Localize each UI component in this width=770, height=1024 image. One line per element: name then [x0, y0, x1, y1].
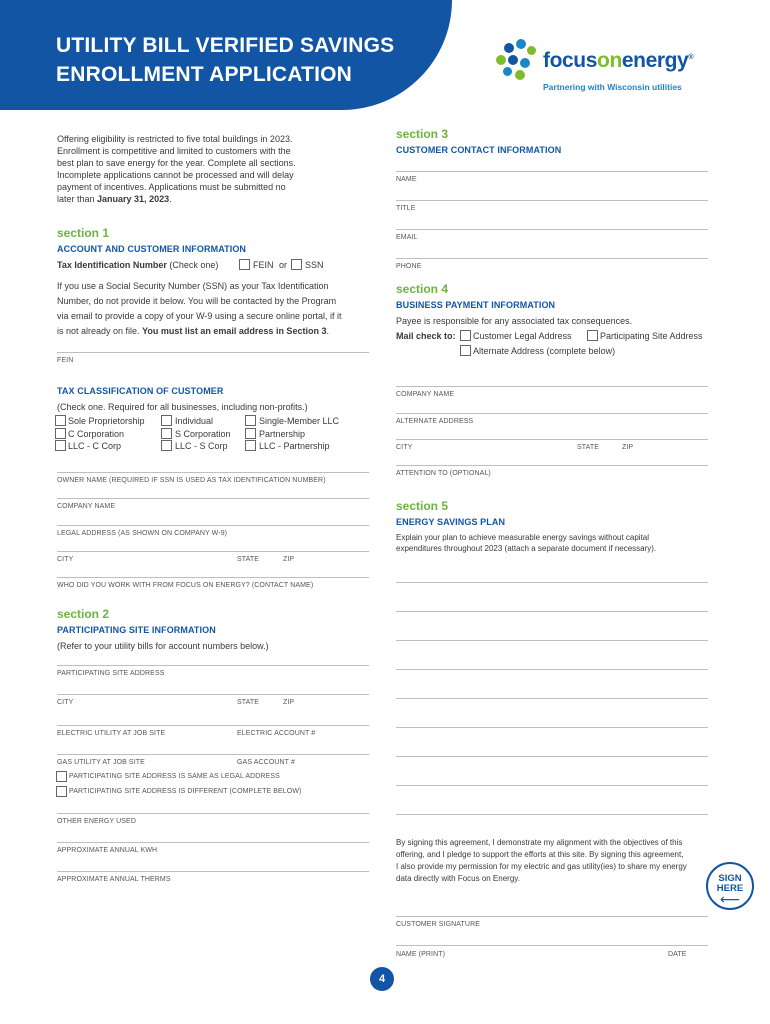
state-label: STATE [237, 556, 260, 563]
llc-partnership-checkbox[interactable] [245, 440, 256, 451]
intro-line [57, 193, 357, 205]
individual-label: Individual [175, 416, 214, 426]
section4-subheading: BUSINESS PAYMENT INFORMATION [396, 300, 556, 310]
site-city-label: CITY [57, 699, 74, 706]
other-energy-label: OTHER ENERGY USED [57, 818, 136, 825]
section3-subheading: CUSTOMER CONTACT INFORMATION [396, 145, 562, 155]
city-state-zip-input-line[interactable] [57, 551, 369, 552]
payment-company-name-line[interactable] [396, 386, 708, 387]
agreement-line: offering, and I pledge to support the efforts at this site. By signing this agreement, [396, 850, 684, 859]
plan-writing-line[interactable] [396, 669, 708, 670]
llc-s-corp-checkbox[interactable] [161, 440, 172, 451]
plan-line: expenditures throughout 2023 (attach a separate document if necessary). [396, 544, 657, 553]
individual-checkbox[interactable] [161, 415, 172, 426]
city-label: CITY [57, 556, 74, 563]
payment-zip-label: ZIP [622, 444, 634, 451]
plan-writing-line[interactable] [396, 756, 708, 757]
legal-address-input-line[interactable] [57, 525, 369, 526]
llc-s-corp-label: LLC - S Corp [175, 441, 228, 451]
payment-city-state-zip-line[interactable] [396, 439, 708, 440]
ssn-last-suffix: . [326, 326, 329, 336]
site-address-input-line[interactable] [57, 665, 369, 666]
attention-to-line[interactable] [396, 465, 708, 466]
logo-dot [515, 70, 525, 80]
contact-name-field-label: NAME [396, 176, 417, 183]
page-title [56, 31, 394, 89]
tax-id-note: (Check one) [166, 260, 219, 270]
logo-dot [503, 67, 512, 76]
intro-line: best plan to save energy for the year. Complete all sections. [57, 158, 296, 168]
electric-input-line[interactable] [57, 725, 369, 726]
ssn-line: via email to provide a copy of your W-9 using a secure online portal, if it [57, 311, 342, 321]
c-corporation-label: C Corporation [68, 429, 125, 439]
logo-word-focus: focus [543, 49, 598, 72]
gas-account-label: GAS ACCOUNT # [237, 759, 295, 766]
date-label: DATE [668, 951, 687, 958]
contact-title-field-label: TITLE [396, 205, 416, 212]
ssn-option-label: SSN [305, 260, 324, 270]
ssn-line: Number, do not provide it below. You will be contacted by the Program [57, 296, 337, 306]
intro-line: payment of incentives. Applications must be submitted no [57, 182, 286, 192]
name-print-date-line[interactable] [396, 945, 708, 946]
single-member-llc-label: Single-Member LLC [259, 416, 340, 426]
contact-phone-field-line[interactable] [396, 258, 708, 259]
llc-c-corp-checkbox[interactable] [55, 440, 66, 451]
page-title-line2: ENROLLMENT APPLICATION [56, 63, 353, 86]
different-address-checkbox[interactable] [56, 786, 67, 797]
logo-dot [520, 58, 530, 68]
customer-legal-address-checkbox[interactable] [460, 330, 471, 341]
tax-classification-heading: TAX CLASSIFICATION OF CUSTOMER [57, 386, 224, 396]
single-member-llc-checkbox[interactable] [245, 415, 256, 426]
gas-input-line[interactable] [57, 754, 369, 755]
contact-name-label: WHO DID YOU WORK WITH FROM FOCUS ON ENERGY? (CONTACT NAME) [57, 582, 314, 589]
fein-option-label: FEIN [253, 260, 274, 270]
tax-id-label-bold: Tax Identification Number [57, 260, 167, 270]
name-print-label: NAME (PRINT) [396, 951, 446, 958]
contact-email-field-line[interactable] [396, 229, 708, 230]
zip-label: ZIP [283, 556, 295, 563]
ssn-last-bold: You must list an email address in Section 3 [142, 326, 327, 336]
partnership-checkbox[interactable] [245, 428, 256, 439]
plan-line: Explain your plan to achieve measurable energy savings without capital [396, 533, 650, 542]
intro-deadline-suffix: . [169, 194, 172, 204]
customer-signature-label: CUSTOMER SIGNATURE [396, 921, 480, 928]
intro-paragraph [57, 133, 357, 205]
payee-note: Payee is responsible for any associated tax consequences. [396, 316, 633, 326]
contact-phone-field-label: PHONE [396, 263, 422, 270]
gas-utility-label: GAS UTILITY AT JOB SITE [57, 759, 145, 766]
alternate-address-option-label: Alternate Address (complete below) [473, 346, 616, 356]
intro-deadline: January 31, 2023 [97, 194, 170, 204]
tax-classification-note: (Check one. Required for all businesses, including non-profits.) [57, 402, 308, 412]
alternate-address-checkbox[interactable] [460, 345, 471, 356]
fein-input-line[interactable] [57, 352, 369, 353]
intro-line: Enrollment is competitive and limited to customers with the [57, 146, 291, 156]
section2-heading: section 2 [57, 607, 110, 621]
or-label: or [279, 260, 288, 270]
ssn-checkbox[interactable] [291, 259, 302, 270]
page-title-line1: UTILITY BILL VERIFIED SAVINGS [56, 34, 395, 57]
payment-state-label: STATE [577, 444, 600, 451]
logo-tagline: Partnering with Wisconsin utilities [543, 82, 682, 92]
payment-company-name-label: COMPANY NAME [396, 391, 455, 398]
section5-heading: section 5 [396, 499, 449, 513]
agreement-line: By signing this agreement, I demonstrate my alignment with the objectives of this [396, 838, 683, 847]
section1-subheading: ACCOUNT AND CUSTOMER INFORMATION [57, 244, 247, 254]
different-address-label: PARTICIPATING SITE ADDRESS IS DIFFERENT (COMPLETE BELOW) [69, 788, 302, 795]
logo-dot [516, 39, 526, 49]
c-corporation-checkbox[interactable] [55, 428, 66, 439]
ssn-line [57, 324, 377, 339]
contact-title-field-line[interactable] [396, 200, 708, 201]
plan-instructions [396, 532, 708, 554]
owner-name-input-line[interactable] [57, 472, 369, 473]
participating-site-address-label: Participating Site Address [600, 331, 703, 341]
company-name-label: COMPANY NAME [57, 503, 116, 510]
electric-account-label: ELECTRIC ACCOUNT # [237, 730, 316, 737]
fein-field-label: FEIN [57, 357, 74, 364]
section1-heading: section 1 [57, 226, 110, 240]
same-address-label: PARTICIPATING SITE ADDRESS IS SAME AS LEGAL ADDRESS [69, 773, 280, 780]
logo-registered-mark: ® [688, 54, 694, 61]
agreement-line: data directly with Focus on Energy. [396, 874, 520, 883]
plan-writing-line[interactable] [396, 698, 708, 699]
partnership-label: Partnership [259, 429, 306, 439]
site-zip-label: ZIP [283, 699, 295, 706]
mail-check-label [396, 330, 456, 342]
contact-name-field-line[interactable] [396, 171, 708, 172]
section2-note: (Refer to your utility bills for account numbers below.) [57, 641, 269, 651]
plan-writing-line[interactable] [396, 582, 708, 583]
contact-name-input-line[interactable] [57, 577, 369, 578]
s-corporation-checkbox[interactable] [161, 428, 172, 439]
sign-here-line1: SIGN [718, 873, 742, 884]
sign-here-line2: HERE [716, 883, 744, 894]
logo-word-on: on [597, 49, 622, 72]
intro-deadline-prefix: later than [57, 194, 98, 204]
s-corporation-label: S Corporation [175, 429, 231, 439]
company-name-input-line[interactable] [57, 498, 369, 499]
section3-heading: section 3 [396, 127, 449, 141]
section5-subheading: ENERGY SAVINGS PLAN [396, 517, 506, 527]
mail-check-label-bold: Mail check to: [396, 331, 456, 341]
logo-dot [508, 55, 518, 65]
focus-on-energy-logo [494, 38, 724, 98]
participating-site-address-checkbox[interactable] [587, 330, 598, 341]
annual-kwh-label: APPROXIMATE ANNUAL KWH [57, 847, 158, 854]
arrow-left-icon: ⟵ [719, 892, 741, 908]
customer-signature-line[interactable] [396, 916, 708, 917]
header-banner [0, 0, 452, 110]
ssn-line: If you use a Social Security Number (SSN) as your Tax Identification [57, 281, 329, 291]
attention-to-label: ATTENTION TO (OPTIONAL) [396, 470, 491, 477]
page-number-badge: 4 [370, 967, 394, 991]
contact-email-field-label: EMAIL [396, 234, 418, 241]
site-state-label: STATE [237, 699, 260, 706]
intro-line: Offering eligibility is restricted to five total buildings in 2023. [57, 134, 293, 144]
agreement-line: I also provide my permission for my electric and gas utility(ies) to share my energy [396, 862, 687, 871]
alternate-address-label: ALTERNATE ADDRESS [396, 418, 474, 425]
intro-line: Incomplete applications cannot be processed and will delay [57, 170, 294, 180]
logo-dot [504, 43, 514, 53]
site-city-state-zip-input-line[interactable] [57, 694, 369, 695]
electric-utility-label: ELECTRIC UTILITY AT JOB SITE [57, 730, 166, 737]
logo-wordmark [543, 49, 693, 73]
payment-city-label: CITY [396, 444, 413, 451]
agreement-text [396, 837, 716, 885]
logo-word-energy: energy [621, 49, 689, 72]
logo-dot [527, 46, 536, 55]
plan-writing-line[interactable] [396, 727, 708, 728]
annual-therms-input-line[interactable] [57, 871, 369, 872]
llc-c-corp-label: LLC - C Corp [68, 441, 122, 451]
logo-dot [496, 55, 506, 65]
plan-writing-line[interactable] [396, 611, 708, 612]
llc-partnership-label: LLC - Partnership [259, 441, 330, 451]
annual-kwh-input-line[interactable] [57, 842, 369, 843]
plan-writing-line[interactable] [396, 814, 708, 815]
plan-writing-line[interactable] [396, 785, 708, 786]
same-address-checkbox[interactable] [56, 771, 67, 782]
legal-address-label: LEGAL ADDRESS (AS SHOWN ON COMPANY W-9) [57, 530, 228, 537]
section4-heading: section 4 [396, 282, 449, 296]
sign-here-badge [706, 862, 754, 910]
customer-legal-address-label: Customer Legal Address [473, 331, 572, 341]
ssn-last-prefix: is not already on file. [57, 326, 143, 336]
tax-id-label [57, 259, 218, 271]
ssn-instructions [57, 279, 377, 339]
other-energy-input-line[interactable] [57, 813, 369, 814]
plan-writing-line[interactable] [396, 640, 708, 641]
annual-therms-label: APPROXIMATE ANNUAL THERMS [57, 876, 171, 883]
fein-checkbox[interactable] [239, 259, 250, 270]
alternate-address-line[interactable] [396, 413, 708, 414]
sole-proprietorship-label: Sole Proprietorship [68, 416, 145, 426]
section2-subheading: PARTICIPATING SITE INFORMATION [57, 625, 216, 635]
sole-proprietorship-checkbox[interactable] [55, 415, 66, 426]
site-address-label: PARTICIPATING SITE ADDRESS [57, 670, 165, 677]
owner-name-label: OWNER NAME (REQUIRED IF SSN IS USED AS TAX IDENTIFICATION NUMBER) [57, 477, 326, 484]
